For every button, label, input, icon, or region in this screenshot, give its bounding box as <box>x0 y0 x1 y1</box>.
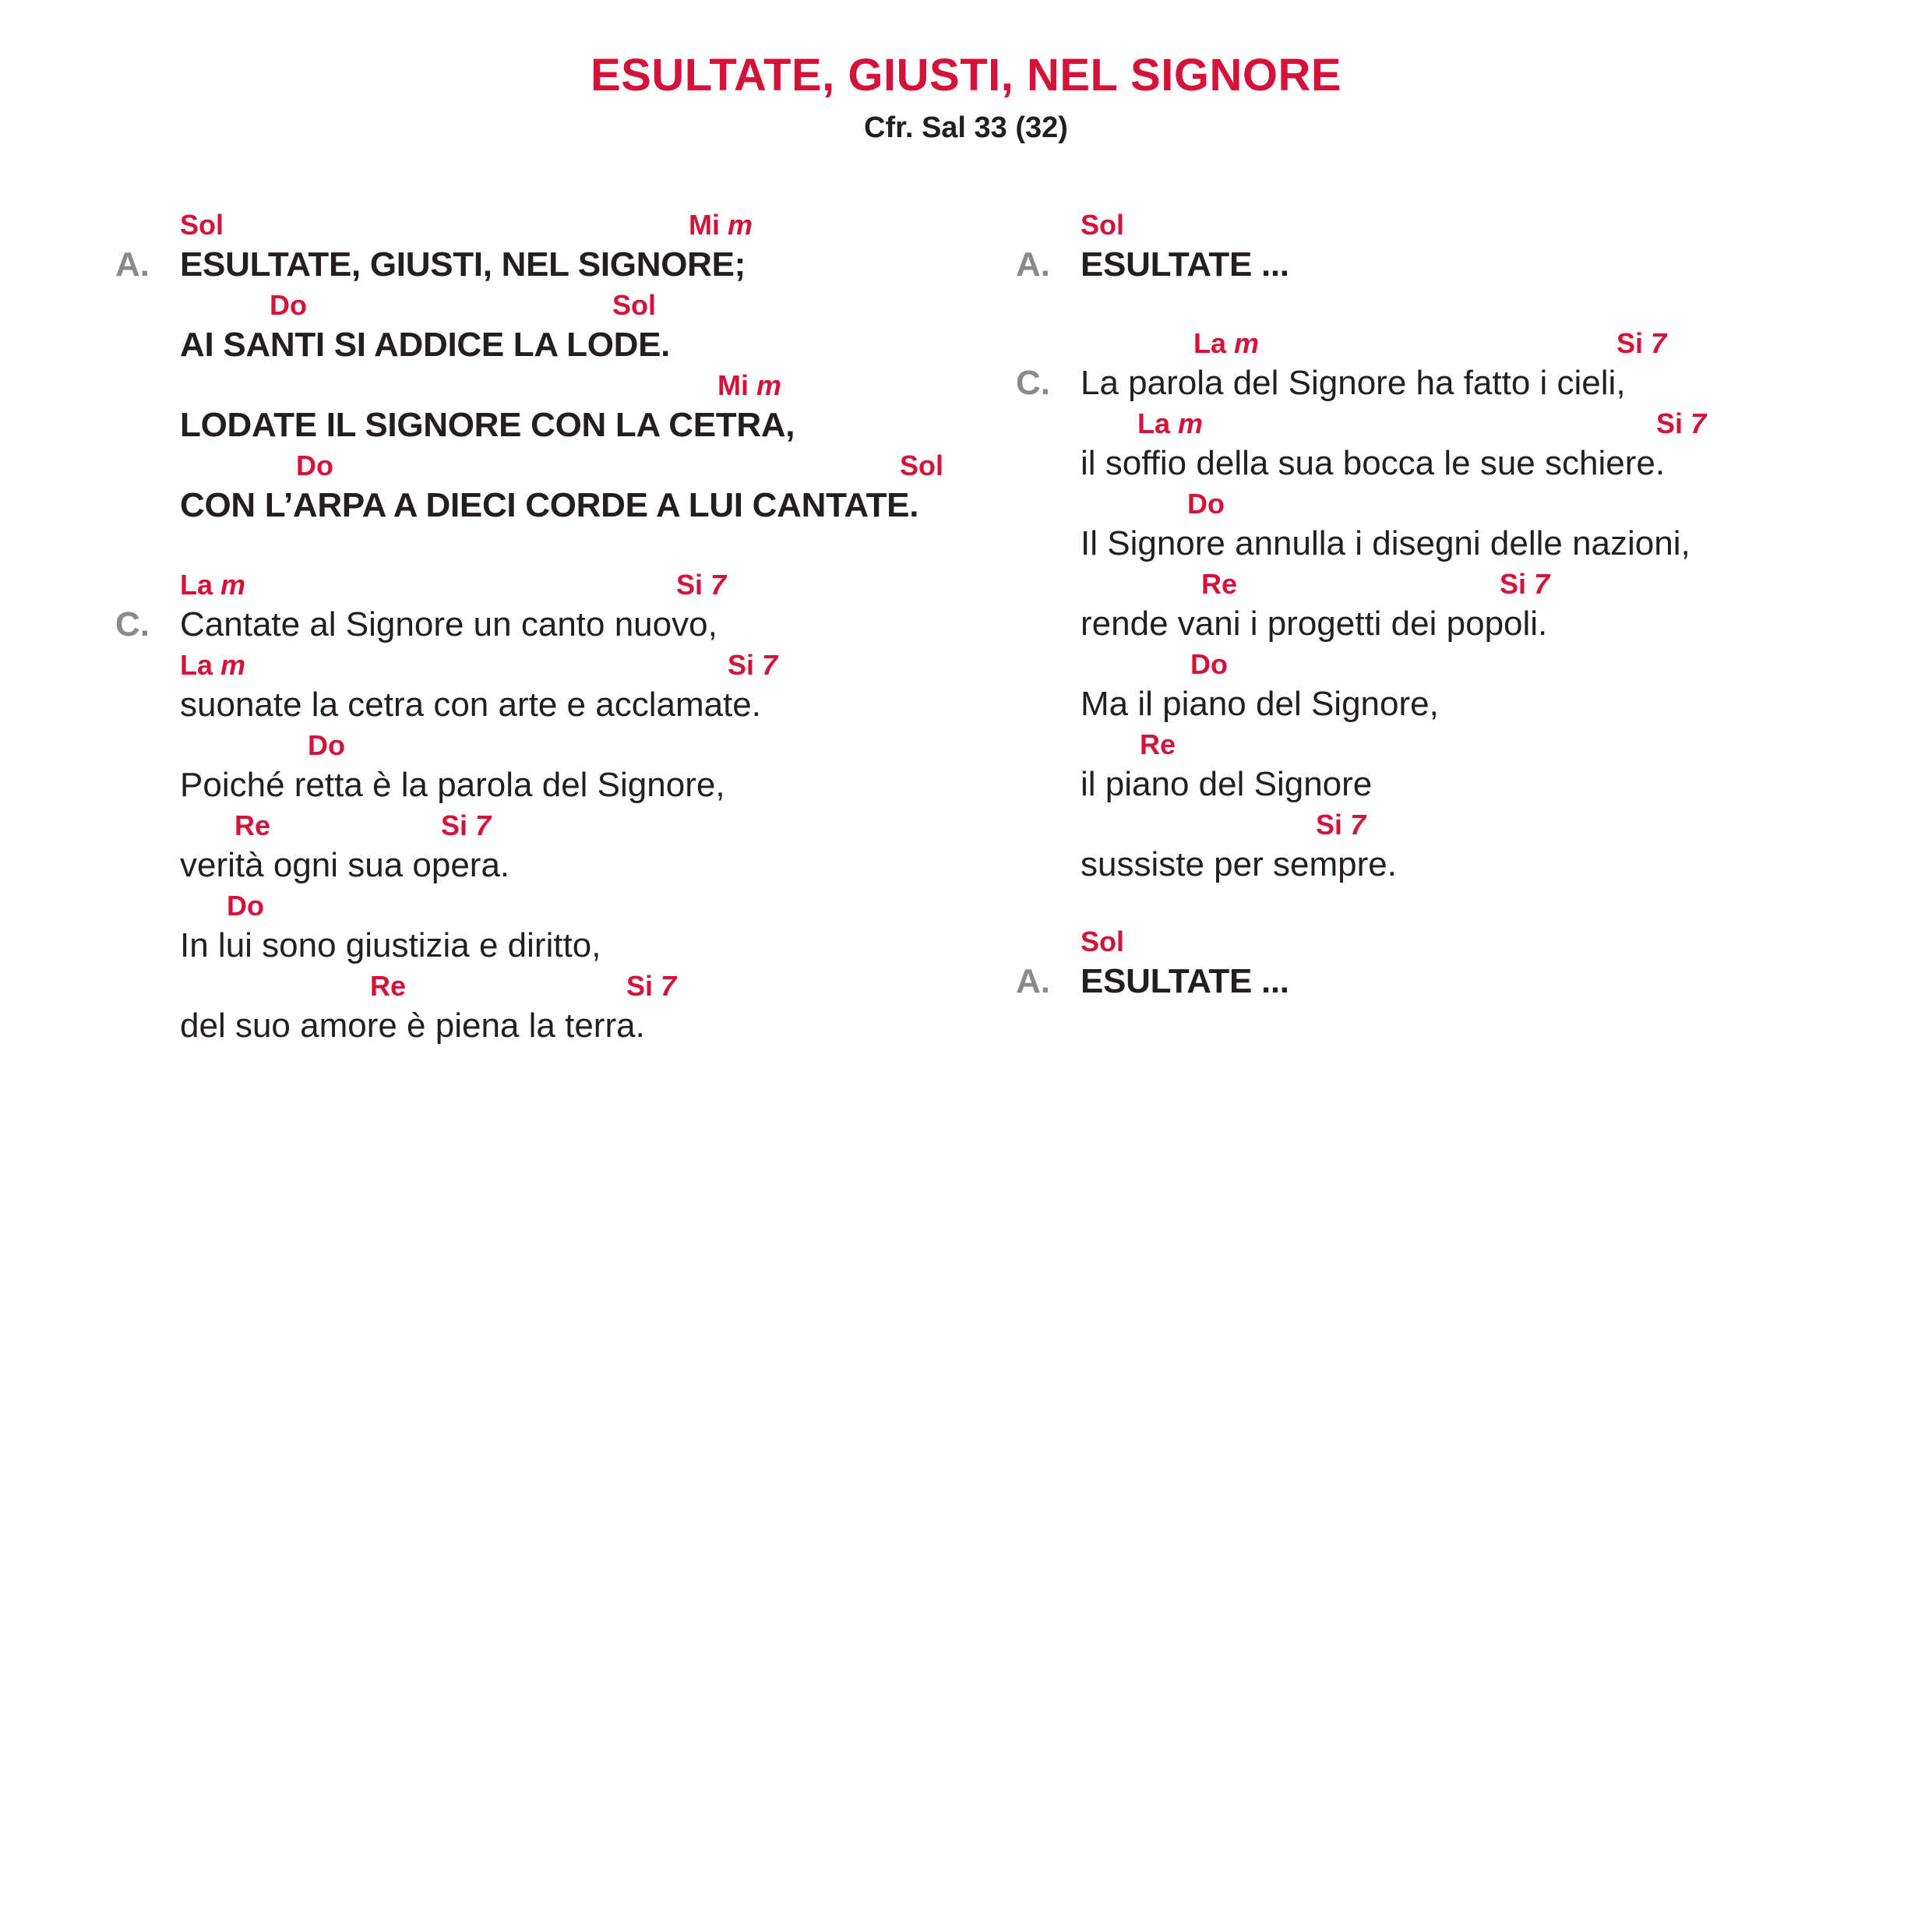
lyric-line: suonate la cetra con arte e acclamate. <box>180 686 761 724</box>
chord-label <box>1616 327 1667 359</box>
chord-quality: 7 <box>1350 809 1366 841</box>
chord-quality: 7 <box>1534 568 1550 600</box>
chord-label <box>1137 407 1204 439</box>
chord-label <box>689 211 753 239</box>
chord-root: Do <box>308 729 345 761</box>
chord-label <box>1500 570 1549 598</box>
chord-quality: 7 <box>1690 407 1707 439</box>
chord-label <box>180 211 224 239</box>
chord-root: Si <box>676 569 703 601</box>
chord-label <box>180 651 245 679</box>
chord-root: Si <box>441 809 468 841</box>
chord-root: Re <box>1140 728 1176 760</box>
section-marker: A. <box>1016 962 1050 1000</box>
chord-root: Sol <box>900 450 944 481</box>
chord-root: Sol <box>1081 209 1125 241</box>
lyric-line: In lui sono giustizia e diritto, <box>180 926 601 964</box>
chord-quality: 7 <box>1651 327 1667 359</box>
chord-root: La <box>1193 327 1227 359</box>
chord-label <box>1081 925 1125 957</box>
chord-root: La <box>180 649 213 681</box>
chord-root: Re <box>370 970 407 1002</box>
chord-label <box>1201 570 1237 598</box>
lyric-line: il soffio della sua bocca le sue schiere. <box>1081 444 1666 482</box>
chord-root: Si <box>1616 327 1644 359</box>
chord-root: La <box>1137 407 1171 439</box>
chord-quality: 7 <box>661 970 677 1002</box>
chord-root: Re <box>234 809 271 841</box>
chord-label <box>441 809 492 841</box>
chord-root: Si <box>728 649 755 681</box>
chord-root: Sol <box>1081 925 1125 957</box>
lyric-line: ESULTATE, GIUSTI, NEL SIGNORE; <box>180 245 746 284</box>
song-title: ESULTATE, GIUSTI, NEL SIGNORE <box>590 50 1342 100</box>
chord-label <box>728 651 777 679</box>
lyric-line: LODATE IL SIGNORE CON LA CETRA, <box>180 406 795 444</box>
lyric-line: del suo amore è piena la terra. <box>180 1007 645 1045</box>
chord-label <box>270 291 307 319</box>
chord-label <box>1140 728 1176 760</box>
chord-root: Do <box>227 890 264 922</box>
chord-root: La <box>180 569 213 601</box>
chord-quality: 7 <box>710 569 727 601</box>
lyric-line: La parola del Signore ha fatto i cieli, <box>1081 364 1626 402</box>
chord-label <box>234 809 271 841</box>
chord-root: Do <box>296 450 333 481</box>
chord-label <box>308 729 345 761</box>
chord-quality: 7 <box>475 809 492 841</box>
chord-root: Do <box>1190 648 1228 680</box>
lyric-line: AI SANTI SI ADDICE LA LODE. <box>180 326 671 364</box>
chord-label <box>676 571 726 599</box>
section-marker: C. <box>115 605 150 643</box>
lyric-line: Poiché retta è la parola del Signore, <box>180 766 725 804</box>
chord-root: Si <box>1500 568 1527 600</box>
lyric-line: Cantate al Signore un canto nuovo, <box>180 605 717 643</box>
lyric-line: ESULTATE ... <box>1081 962 1289 1000</box>
chord-quality: m <box>220 649 246 681</box>
section-marker: A. <box>1016 245 1050 284</box>
lyric-line: verità ogni sua opera. <box>180 846 510 884</box>
chord-label <box>1081 211 1124 239</box>
psalm-reference: Cfr. Sal 33 (32) <box>864 111 1068 144</box>
chord-label <box>1190 650 1228 679</box>
chord-root: Si <box>626 970 654 1002</box>
lyric-line: Ma il piano del Signore, <box>1081 685 1439 723</box>
chord-quality: m <box>1234 327 1260 359</box>
chord-root: Re <box>1201 568 1238 600</box>
lyric-line: rende vani i progetti dei popoli. <box>1081 605 1548 643</box>
chord-label <box>900 452 943 480</box>
lyric-line: il piano del Signore <box>1081 765 1373 803</box>
chord-root: Do <box>1187 488 1225 520</box>
chord-label <box>1193 327 1260 359</box>
chord-label <box>612 291 656 319</box>
chord-root: Do <box>270 289 307 321</box>
lyric-line: CON L’ARPA A DIECI CORDE A LUI CANTATE. <box>180 486 919 524</box>
chord-root: Si <box>1316 809 1343 841</box>
chord-label <box>1187 490 1225 518</box>
chord-quality: 7 <box>762 649 778 681</box>
chord-quality: m <box>1178 407 1204 439</box>
lyric-line: Il Signore annulla i disegni delle nazioni, <box>1081 524 1690 562</box>
chord-quality: m <box>728 209 753 241</box>
chord-quality: m <box>756 369 782 401</box>
chord-label <box>1316 811 1366 839</box>
chord-label <box>1656 407 1707 439</box>
chord-quality: m <box>220 569 246 601</box>
chord-label <box>717 369 782 401</box>
chord-label <box>296 452 333 480</box>
chord-label <box>227 892 264 920</box>
section-marker: C. <box>1016 364 1050 402</box>
lyric-line: sussiste per sempre. <box>1081 845 1397 883</box>
chord-label <box>180 571 245 599</box>
chord-root: Si <box>1656 407 1683 439</box>
lyric-line: ESULTATE ... <box>1081 245 1289 284</box>
chord-label <box>370 972 406 1000</box>
chord-root: Mi <box>689 209 720 241</box>
chord-root: Sol <box>180 209 224 241</box>
chord-root: Mi <box>717 369 749 401</box>
chord-label <box>626 972 676 1000</box>
chord-root: Sol <box>612 289 657 321</box>
section-marker: A. <box>115 245 150 284</box>
